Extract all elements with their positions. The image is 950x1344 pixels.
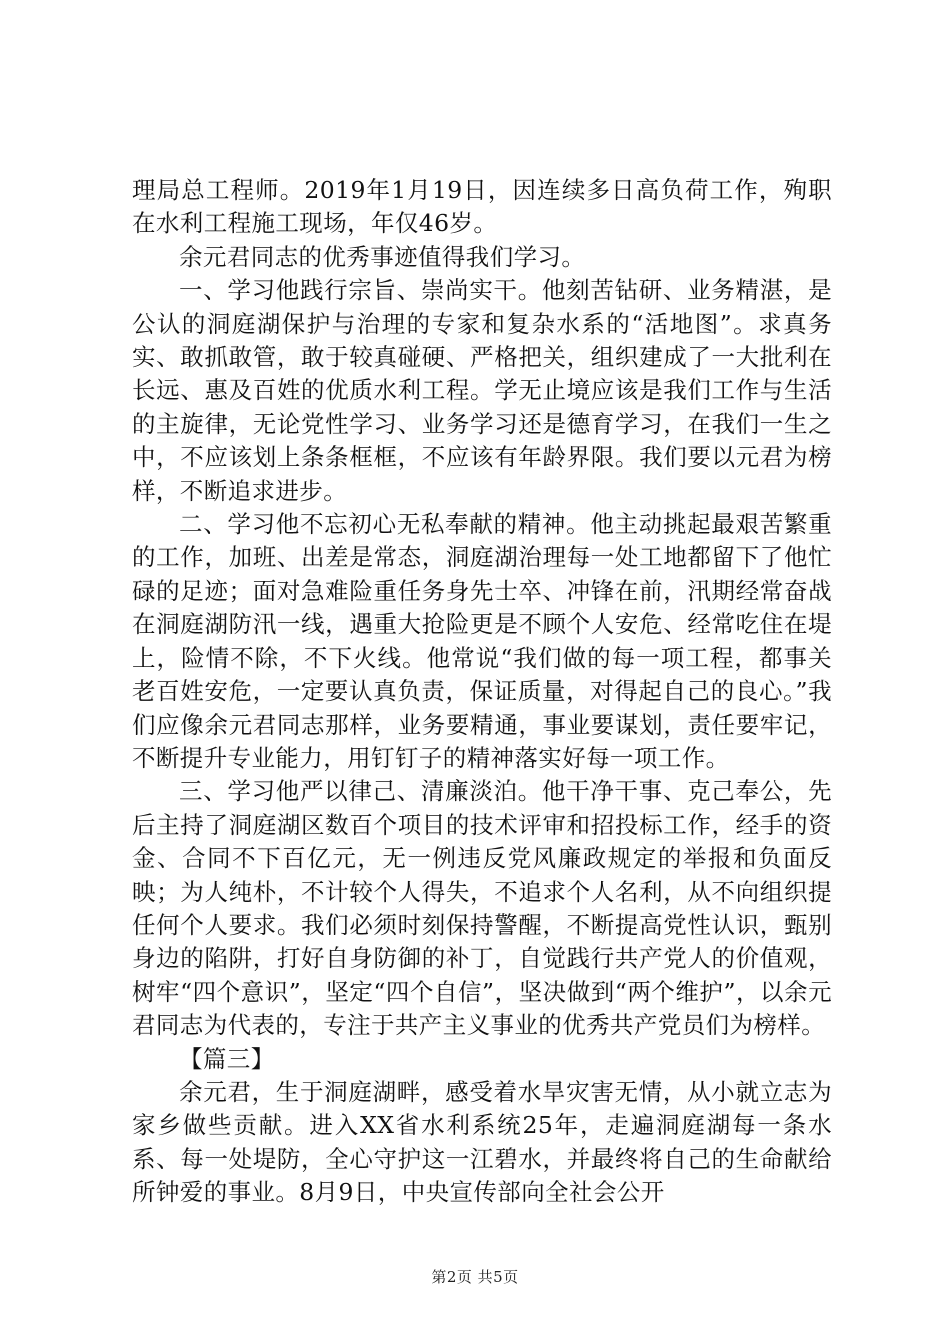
section-heading: 【篇三】 [179, 1044, 275, 1073]
document-body [132, 174, 832, 1210]
paragraph-continuation: 理局总工程师。2019年1月19日，因连续多日高负荷工作，殉职在水利工程施工现场，年仅46岁。 [132, 176, 832, 238]
paragraph-intro: 余元君同志的优秀事迹值得我们学习。 [179, 242, 586, 271]
paragraph-point-one: 一、学习他践行宗旨、崇尚实干。他刻苦钻研、业务精湛，是公认的洞庭湖保护与治理的专家和复杂水系的“活地图”。求真务实、敢抓敢管，敢于较真碰硬、严格把关，组织建成了一大批利在长远、惠及百姓的优质水利工程。学无止境应该是我们工作与生活的主旋律，无论党性学习、业务学习还是德育学习，在我们一生之中，不应该划上条条框框，不应该有年龄界限。我们要以元君为榜样，不断追求进步。 [132, 276, 832, 505]
page-number-footer: 第2页 共5页 [431, 1268, 519, 1286]
paragraph-section-three: 余元君，生于洞庭湖畔，感受着水旱灾害无情，从小就立志为家乡做些贡献。进入XX省水利系统25年，走遍洞庭湖每一条水系、每一处堤防，全心守护这一江碧水，并最终将自己的生命献给所钟爱的事业。8月9日，中央宣传部向全社会公开 [132, 1077, 832, 1207]
paragraph-point-two: 二、学习他不忘初心无私奉献的精神。他主动挑起最艰苦繁重的工作，加班、出差是常态，洞庭湖治理每一处工地都留下了他忙碌的足迹；面对急难险重任务身先士卒、冲锋在前，汛期经常奋战在洞庭湖防汛一线，遇重大抢险更是不顾个人安危、经常吃住在堤上，险情不除，不下火线。他常说“我们做的每一项工程，都事关老百姓安危，一定要认真负责，保证质量，对得起自己的良心。”我们应像余元君同志那样，业务要精通，事业要谋划，责任要牢记，不断提升专业能力，用钉钉子的精神落实好每一项工作。 [132, 510, 832, 772]
paragraph-point-three: 三、学习他严以律己、清廉淡泊。他干净干事、克己奉公，先后主持了洞庭湖区数百个项目的技术评审和招投标工作，经手的资金、合同不下百亿元，无一例违反党风廉政规定的举报和负面反映；为人纯朴，不计较个人得失，不追求个人名利，从不向组织提任何个人要求。我们必须时刻保持警醒，不断提高党性认识，甄别身边的陷阱，打好自身防御的补丁，自觉践行共产党人的价值观，树牢“四个意识”，坚定“四个自信”，坚决做到“两个维护”，以余元君同志为代表的，专注于共产主义事业的优秀共产党员们为榜样。 [132, 777, 832, 1040]
